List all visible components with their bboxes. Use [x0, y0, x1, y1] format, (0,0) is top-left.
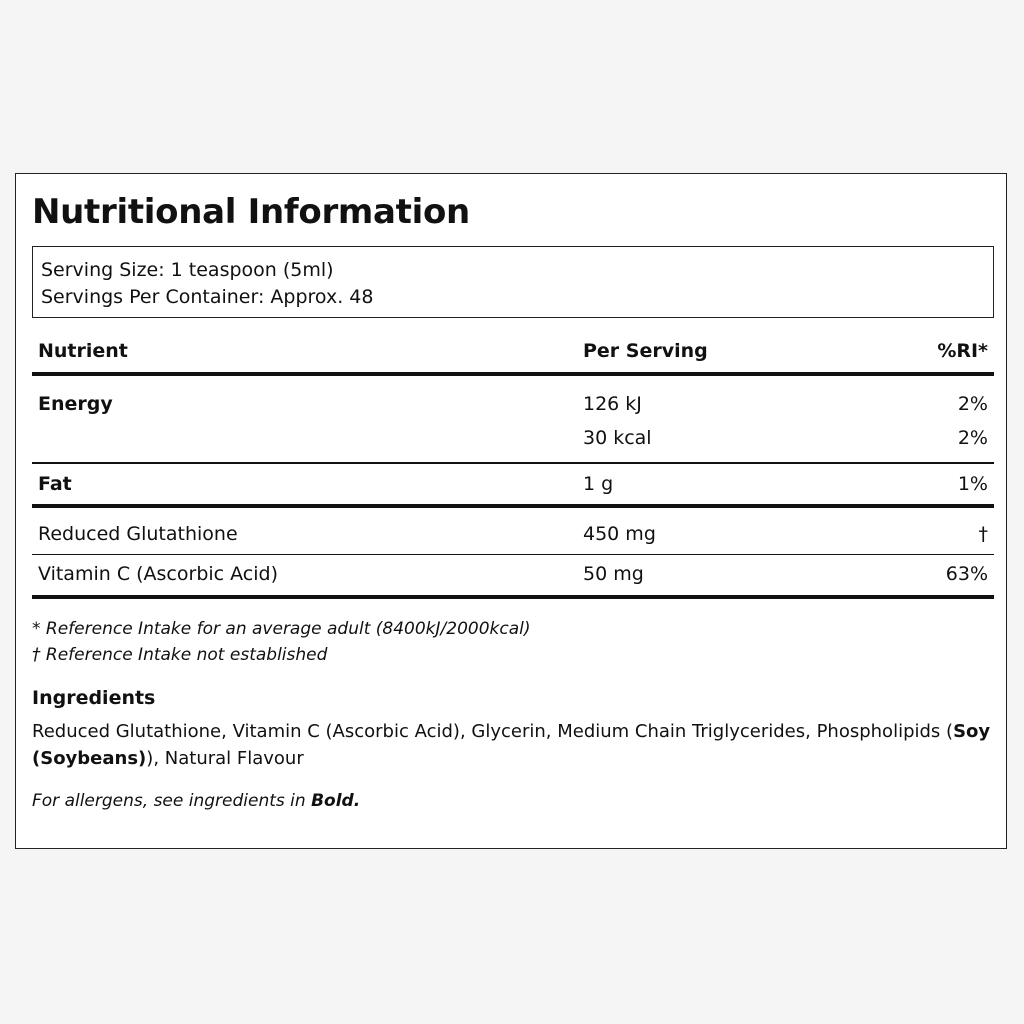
allergen-note-suffix: .	[353, 791, 361, 811]
divider-thick	[32, 595, 994, 599]
table-row	[32, 508, 994, 554]
ri-value: 2%	[957, 393, 988, 415]
serving-size: Serving Size: 1 teaspoon (5ml)	[41, 259, 334, 281]
header-nutrient: Nutrient	[38, 340, 128, 362]
nutrient-name: Reduced Glutathione	[38, 522, 238, 545]
footnotes	[32, 616, 992, 668]
per-serving-value: 50 mg	[583, 563, 644, 585]
nutrient-name: Fat	[38, 472, 72, 495]
table-row	[32, 376, 994, 422]
ingredients-text-after: ), Natural Flavour	[146, 748, 304, 769]
allergen-note	[32, 791, 360, 811]
servings-per-container: Servings Per Container: Approx. 48	[41, 286, 374, 308]
ri-value: 63%	[945, 563, 988, 585]
nutrient-name: Vitamin C (Ascorbic Acid)	[38, 563, 279, 585]
per-serving-value: 450 mg	[583, 522, 656, 545]
allergen-note-prefix: For allergens, see ingredients in	[32, 791, 312, 811]
footnote-not-established: † Reference Intake not established	[32, 645, 328, 665]
table-row	[32, 422, 994, 462]
ingredients-text	[32, 718, 992, 772]
ingredients-text-before: Reduced Glutathione, Vitamin C (Ascorbic Acid), Glycerin, Medium Chain Triglycerides, Phospholipids (	[32, 721, 954, 742]
nutrient-name: Energy	[38, 393, 113, 415]
ingredients-heading: Ingredients	[32, 687, 156, 709]
allergen-note-bold: Bold	[311, 791, 354, 811]
ri-value: 2%	[957, 427, 988, 449]
table-row	[32, 555, 994, 595]
header-ri: %RI*	[937, 340, 988, 362]
nutrition-table	[32, 336, 994, 599]
ri-value: †	[978, 522, 988, 545]
per-serving-value: 126 kJ	[583, 393, 642, 415]
table-row	[32, 464, 994, 504]
nutrition-panel	[15, 173, 1007, 849]
ingredients-allergen: Soy (Soybeans)	[32, 721, 991, 769]
footnote-reference-intake: * Reference Intake for an average adult (8400kJ/2000kcal)	[32, 619, 531, 639]
ri-value: 1%	[957, 472, 988, 495]
table-header-row	[32, 336, 994, 372]
page-title: Nutritional Information	[32, 192, 470, 232]
header-per-serving: Per Serving	[583, 340, 708, 362]
per-serving-value: 30 kcal	[583, 427, 652, 449]
serving-info-box	[32, 246, 994, 318]
per-serving-value: 1 g	[583, 472, 614, 495]
